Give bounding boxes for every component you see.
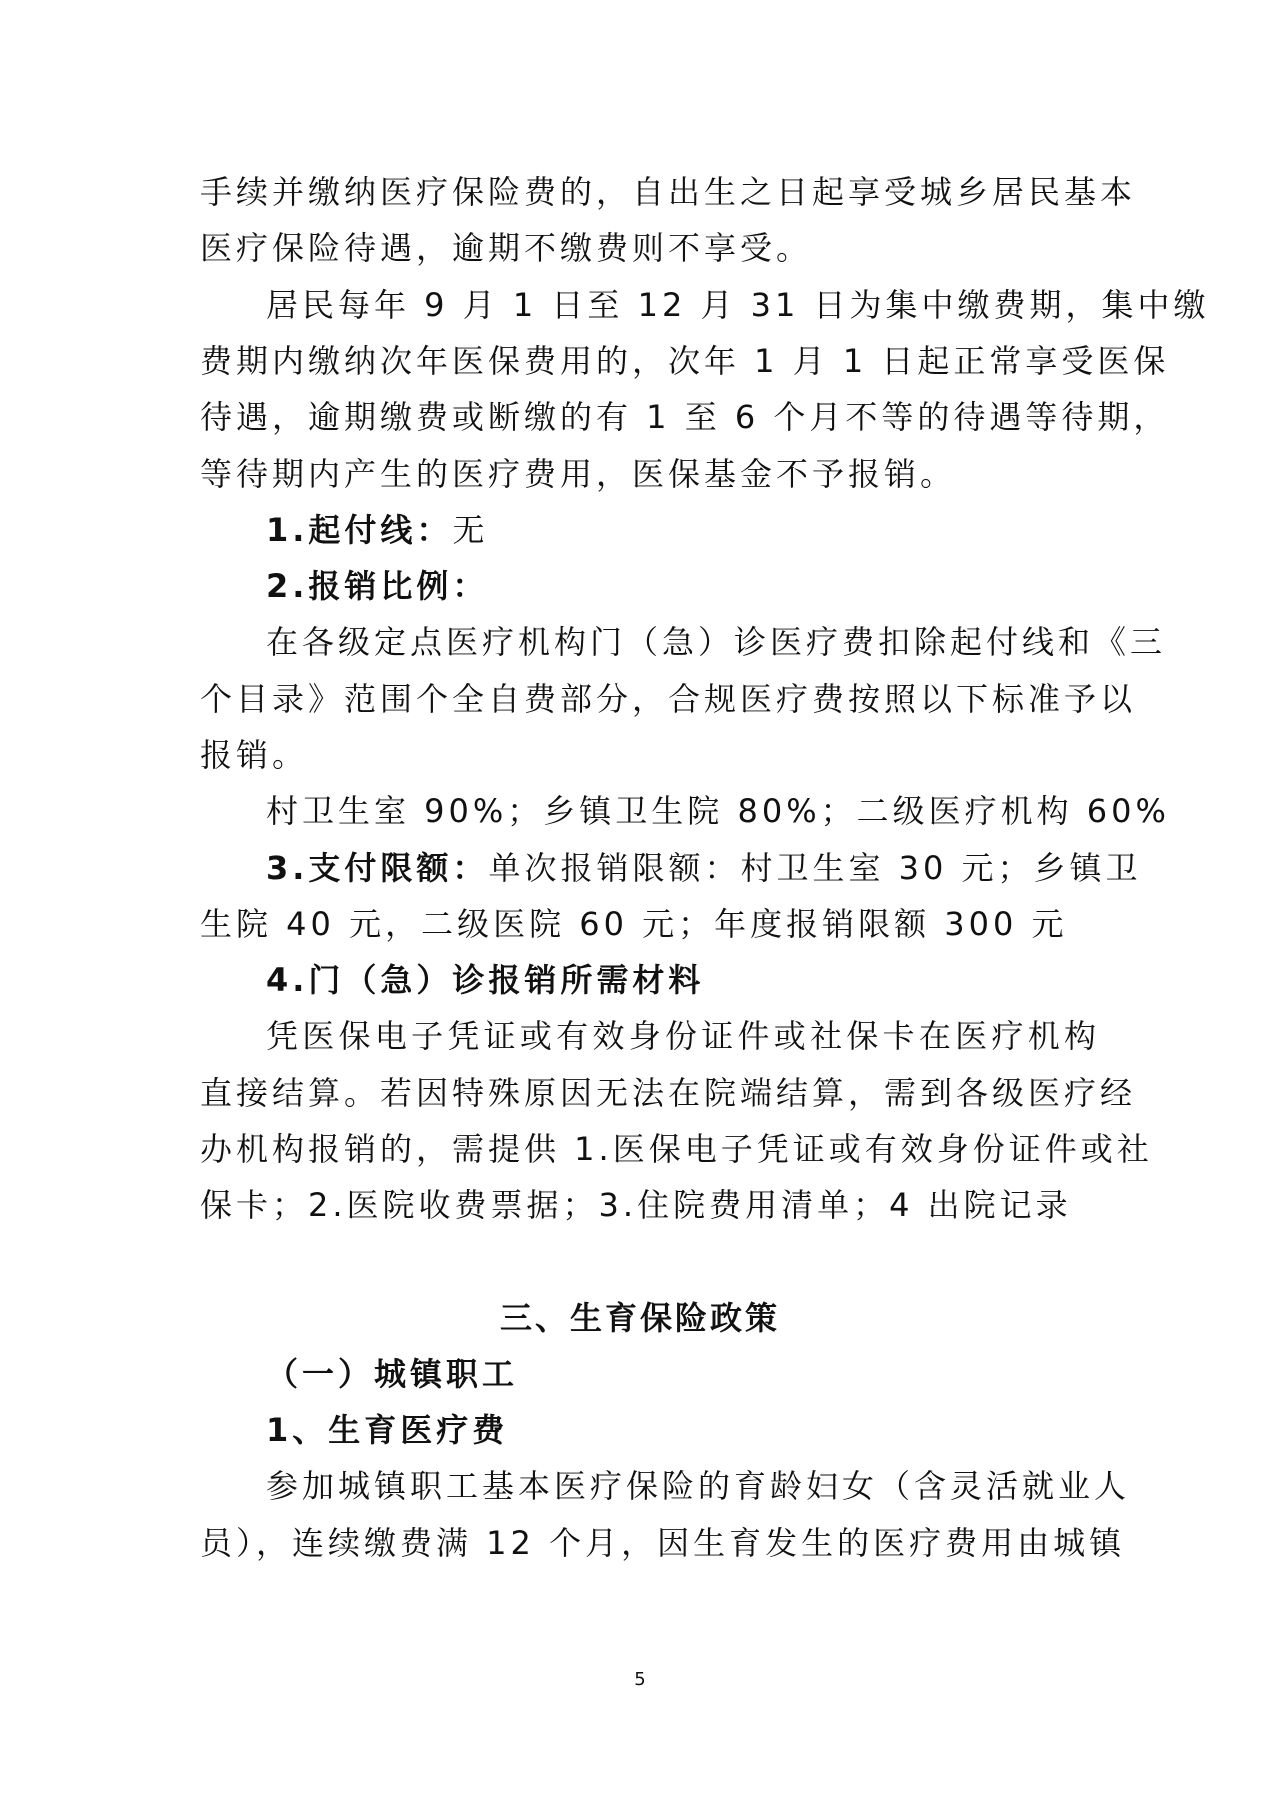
item-title: 1、生育医疗费 [266,1411,509,1449]
paragraph-line: 个目录》范围个全自费部分，合规医疗费按照以下标准予以 [200,680,1137,718]
page-number: 5 [634,1669,646,1690]
item-text: 单次报销限额：村卫生室 30 元；乡镇卫 [488,849,1142,887]
item-text: 无 [452,511,489,549]
item-materials-heading: 4.门（急）诊报销所需材料 [266,961,705,999]
paragraph-line: 手续并缴纳医疗保险费的，自出生之日起享受城乡居民基本 [200,173,1137,211]
paragraph-line: 直接结算。若因特殊原因无法在院端结算，需到各级医疗经 [200,1074,1137,1112]
paragraph-line: 医疗保险待遇，逾期不缴费则不享受。 [200,229,813,267]
paragraph-line: 员），连续缴费满 12 个月，因生育发生的医疗费用由城镇 [200,1524,1126,1562]
paragraph-line: 报销。 [200,736,309,774]
paragraph-line: 办机构报销的，需提供 1.医保电子凭证或有效身份证件或社 [200,1130,1153,1168]
paragraph-line: 保卡；2.医院收费票据；3.住院费用清单；4 出院记录 [200,1186,1072,1224]
item-deductible [266,510,1100,550]
item-label: 1.起付线： [266,511,453,549]
paragraph-line: 在各级定点医疗机构门（急）诊医疗费扣除起付线和《三 [266,623,1167,661]
paragraph-line: 凭医保电子凭证或有效身份证件或社保卡在医疗机构 [266,1017,1100,1055]
paragraph-line: 等待期内产生的医疗费用，医保基金不予报销。 [200,455,957,493]
paragraph-line: 参加城镇职工基本医疗保险的育龄妇女（含灵活就业人 [266,1467,1131,1505]
paragraph-line: 村卫生室 90%；乡镇卫生院 80%；二级医疗机构 60% [266,792,1170,830]
paragraph-line: 待遇，逾期缴费或断缴的有 1 至 6 个月不等的待遇等待期， [200,398,1170,436]
paragraph-line: 费期内缴纳次年医保费用的，次年 1 月 1 日起正常享受医保 [200,342,1170,380]
subsection-title: （一）城镇职工 [266,1355,519,1393]
item-label: 3.支付限额： [266,849,489,887]
paragraph-line: 居民每年 9 月 1 日至 12 月 31 日为集中缴费期，集中缴 [266,286,1210,324]
item-reimbursement-ratio-heading: 2.报销比例： [266,567,489,605]
item-payment-limit [266,848,1142,888]
paragraph-line: 生院 40 元，二级医院 60 元；年度报销限额 300 元 [200,905,1068,943]
section-title: 三、生育保险政策 [499,1299,780,1337]
